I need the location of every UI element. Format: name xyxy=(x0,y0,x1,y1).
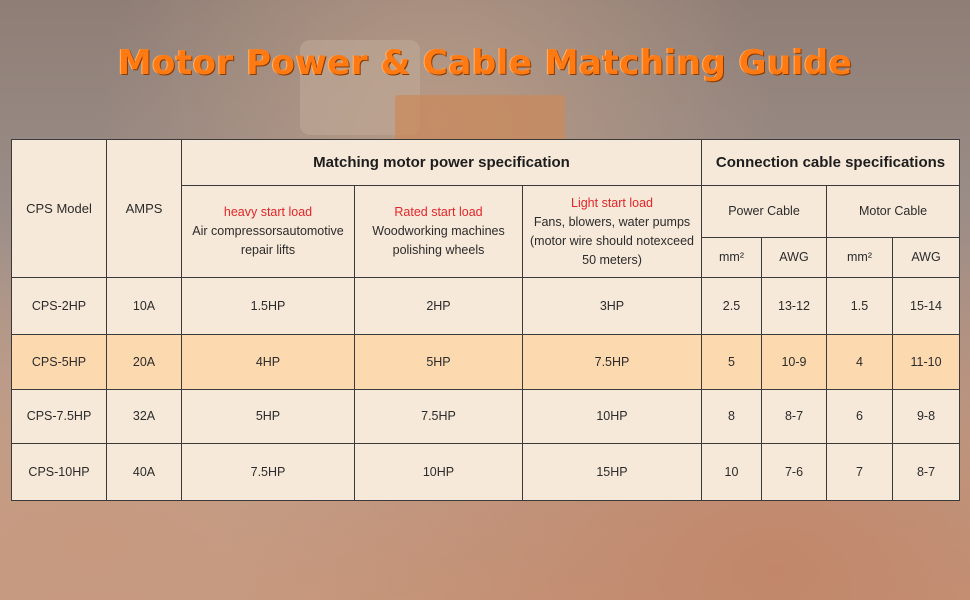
table-row-highlighted xyxy=(12,335,960,390)
header-power-mm2: mm² xyxy=(702,238,762,278)
cell-heavy: 7.5HP xyxy=(182,444,355,501)
cell-motor-awg: 11-10 xyxy=(893,335,960,390)
cell-light: 10HP xyxy=(523,390,702,444)
header-light-start-load xyxy=(523,186,702,278)
cell-amps: 20A xyxy=(107,335,182,390)
header-row-1 xyxy=(12,140,960,186)
cell-power-mm2: 5 xyxy=(702,335,762,390)
cell-amps: 32A xyxy=(107,390,182,444)
cell-power-mm2: 2.5 xyxy=(702,278,762,335)
heavy-load-desc-2: repair lifts xyxy=(240,243,296,257)
cell-light: 7.5HP xyxy=(523,335,702,390)
header-power-cable: Power Cable xyxy=(702,186,827,238)
cell-rated: 7.5HP xyxy=(355,390,523,444)
matching-guide-table xyxy=(11,139,960,501)
cell-rated: 2HP xyxy=(355,278,523,335)
header-rated-start-load xyxy=(355,186,523,278)
light-load-desc-1: Fans, blowers, water pumps xyxy=(533,214,691,229)
cell-heavy: 5HP xyxy=(182,390,355,444)
cell-heavy: 4HP xyxy=(182,335,355,390)
cell-power-awg: 7-6 xyxy=(762,444,827,501)
cell-motor-mm2: 1.5 xyxy=(827,278,893,335)
header-power-awg: AWG xyxy=(762,238,827,278)
cell-model: CPS-5HP xyxy=(12,335,107,390)
cell-model: CPS-10HP xyxy=(12,444,107,501)
table-row xyxy=(12,390,960,444)
cell-model: CPS-7.5HP xyxy=(12,390,107,444)
header-motor-awg: AWG xyxy=(893,238,960,278)
cell-rated: 10HP xyxy=(355,444,523,501)
cell-motor-awg: 8-7 xyxy=(893,444,960,501)
header-cable-group: Connection cable specifications xyxy=(702,140,960,186)
light-load-desc-2: (motor wire should notexceed xyxy=(530,233,694,248)
rated-load-label: Rated start load xyxy=(394,205,483,219)
cell-amps: 10A xyxy=(107,278,182,335)
header-motor-cable: Motor Cable xyxy=(827,186,960,238)
cell-motor-mm2: 4 xyxy=(827,335,893,390)
background-machine-shape xyxy=(395,95,565,145)
table-row xyxy=(12,444,960,501)
cell-motor-awg: 15-14 xyxy=(893,278,960,335)
cell-motor-mm2: 6 xyxy=(827,390,893,444)
cell-power-awg: 13-12 xyxy=(762,278,827,335)
page-title: Motor Power & Cable Matching Guide xyxy=(117,43,853,83)
cell-light: 15HP xyxy=(523,444,702,501)
cell-power-mm2: 8 xyxy=(702,390,762,444)
rated-load-desc-1: Woodworking machines xyxy=(372,224,505,238)
header-amps: AMPS xyxy=(107,140,182,278)
header-motor-mm2: mm² xyxy=(827,238,893,278)
cell-light: 3HP xyxy=(523,278,702,335)
heavy-load-desc-1: Air compressorsautomotive xyxy=(192,224,344,238)
cell-model: CPS-2HP xyxy=(12,278,107,335)
cell-motor-awg: 9-8 xyxy=(893,390,960,444)
cell-heavy: 1.5HP xyxy=(182,278,355,335)
cell-motor-mm2: 7 xyxy=(827,444,893,501)
cell-rated: 5HP xyxy=(355,335,523,390)
cell-amps: 40A xyxy=(107,444,182,501)
header-motor-power-group: Matching motor power specification xyxy=(182,140,702,186)
table-row xyxy=(12,278,960,335)
cell-power-awg: 10-9 xyxy=(762,335,827,390)
cell-power-mm2: 10 xyxy=(702,444,762,501)
light-load-desc-3: 50 meters) xyxy=(582,252,642,267)
rated-load-desc-2: polishing wheels xyxy=(392,243,485,257)
header-cps-model: CPS Model xyxy=(12,140,107,278)
cell-power-awg: 8-7 xyxy=(762,390,827,444)
header-heavy-start-load xyxy=(182,186,355,278)
light-load-label: Light start load xyxy=(571,195,653,210)
heavy-load-label: heavy start load xyxy=(223,205,313,219)
